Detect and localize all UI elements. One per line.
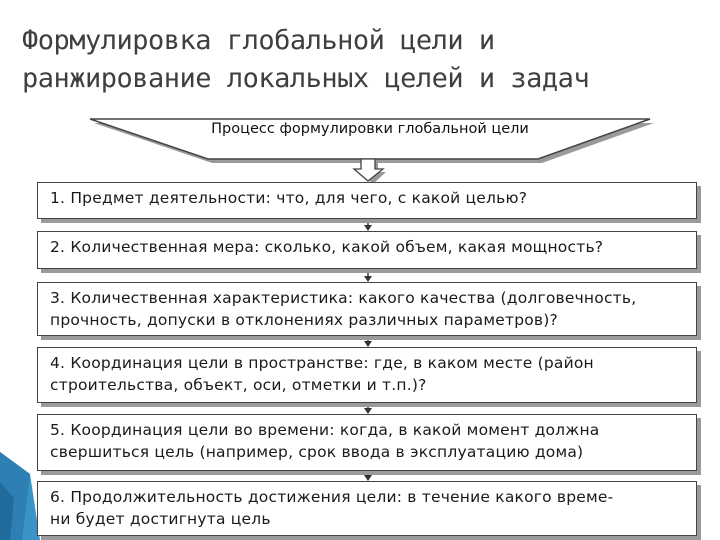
step-4-text-line-1: 4. Координация цели в пространстве: где, в каком месте (район <box>50 354 594 372</box>
step-5-text-line-1: 5. Координация цели во времени: когда, в какой момент должна <box>50 421 600 439</box>
step-box-6 <box>37 481 697 536</box>
step-3-text-line-1: 3. Количественная характеристика: какого качества (долговечность, <box>50 289 637 307</box>
step-1-text: 1. Предмет деятельности: что, для чего, с какой целью? <box>50 189 528 207</box>
step-box-3 <box>37 282 697 336</box>
step-4-text-line-2: строительства, объект, оси, отметки и т.п.)? <box>50 376 427 394</box>
step-box-2 <box>37 231 697 269</box>
step-6-text-line-2: ни будет достигнута цель <box>50 510 271 528</box>
step-5-text-line-2: свершиться цель (например, срок ввода в эксплуатацию дома) <box>50 443 584 461</box>
step-box-1 <box>37 182 697 219</box>
slide-title-line-2: ранжирование локальных целей и задач <box>22 63 590 94</box>
step-3-text-line-2: прочность, допуски в отклонениях различных параметров)? <box>50 311 558 329</box>
slide-title-line-1: Формулировка глобальной цели и <box>22 25 495 56</box>
step-6-text-line-1: 6. Продолжительность достижения цели: в течение какого време- <box>50 488 614 506</box>
step-box-5 <box>37 414 697 471</box>
banner-label: Процесс формулировки глобальной цели <box>211 121 529 137</box>
step-2-text: 2. Количественная мера: сколько, какой объем, какая мощность? <box>50 238 604 256</box>
step-box-4 <box>37 347 697 403</box>
